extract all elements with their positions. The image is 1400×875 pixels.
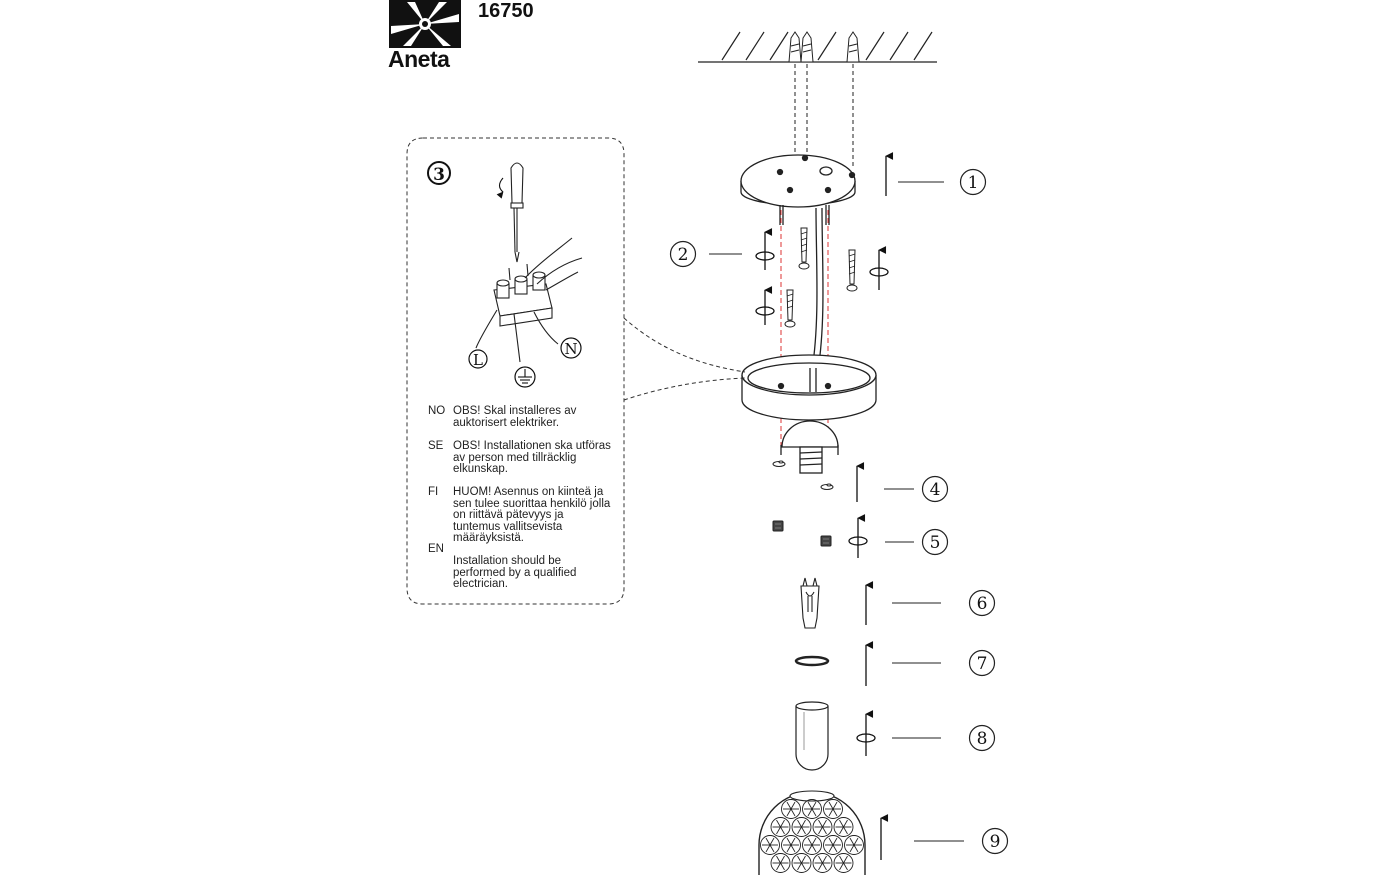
terminal-label-neutral: N bbox=[564, 340, 578, 358]
terminal-label-live: L bbox=[473, 351, 483, 369]
safety-lang-en: EN bbox=[428, 543, 444, 555]
brand-name: Aneta bbox=[388, 46, 450, 72]
lamp-holder bbox=[781, 421, 838, 473]
crystal-shade-icon bbox=[759, 791, 865, 875]
canopy bbox=[742, 355, 876, 420]
sealing-ring-icon bbox=[796, 657, 828, 665]
glass-tube-icon bbox=[796, 702, 828, 770]
callout-step-8: 8 bbox=[976, 729, 988, 749]
g9-bulb-icon bbox=[801, 578, 819, 628]
ceiling-hatching bbox=[698, 32, 937, 62]
safety-lang-se: SE bbox=[428, 440, 444, 452]
safety-lang-fi: FI bbox=[428, 486, 439, 498]
terminal-block-icon bbox=[494, 264, 552, 326]
detail-step-label: 3 bbox=[433, 165, 445, 185]
screwdriver-icon bbox=[511, 163, 523, 262]
callout-step-2: 2 bbox=[677, 245, 689, 265]
wall-plug-icon bbox=[789, 32, 859, 62]
callout-step-6: 6 bbox=[976, 594, 988, 614]
product-code: 16750 bbox=[478, 0, 534, 22]
safety-text-se: OBS! Installationen ska utföras av person med tillräcklig elkunskap. bbox=[453, 440, 611, 475]
ceiling-plate bbox=[741, 155, 855, 207]
callout-step-7: 7 bbox=[976, 654, 988, 674]
callout-step-4: 4 bbox=[929, 480, 941, 500]
callout-step-1: 1 bbox=[967, 173, 979, 193]
callout-step-5: 5 bbox=[929, 533, 941, 553]
safety-lang-no: NO bbox=[428, 405, 446, 417]
safety-text-fi: HUOM! Asennus on kiinteä ja sen tulee suorittaa henkilö jolla on riittävä pätevyys ja tuntemus vallitsevista määräyksistä. bbox=[453, 486, 611, 544]
safety-text-no: OBS! Skal installeres av auktorisert elektriker. bbox=[453, 405, 577, 429]
nut-icon bbox=[773, 521, 831, 546]
callout-step-9: 9 bbox=[989, 832, 1001, 852]
safety-text-en: Installation should be performed by a qualified electrician. bbox=[453, 555, 577, 590]
screw-icon bbox=[785, 228, 857, 327]
